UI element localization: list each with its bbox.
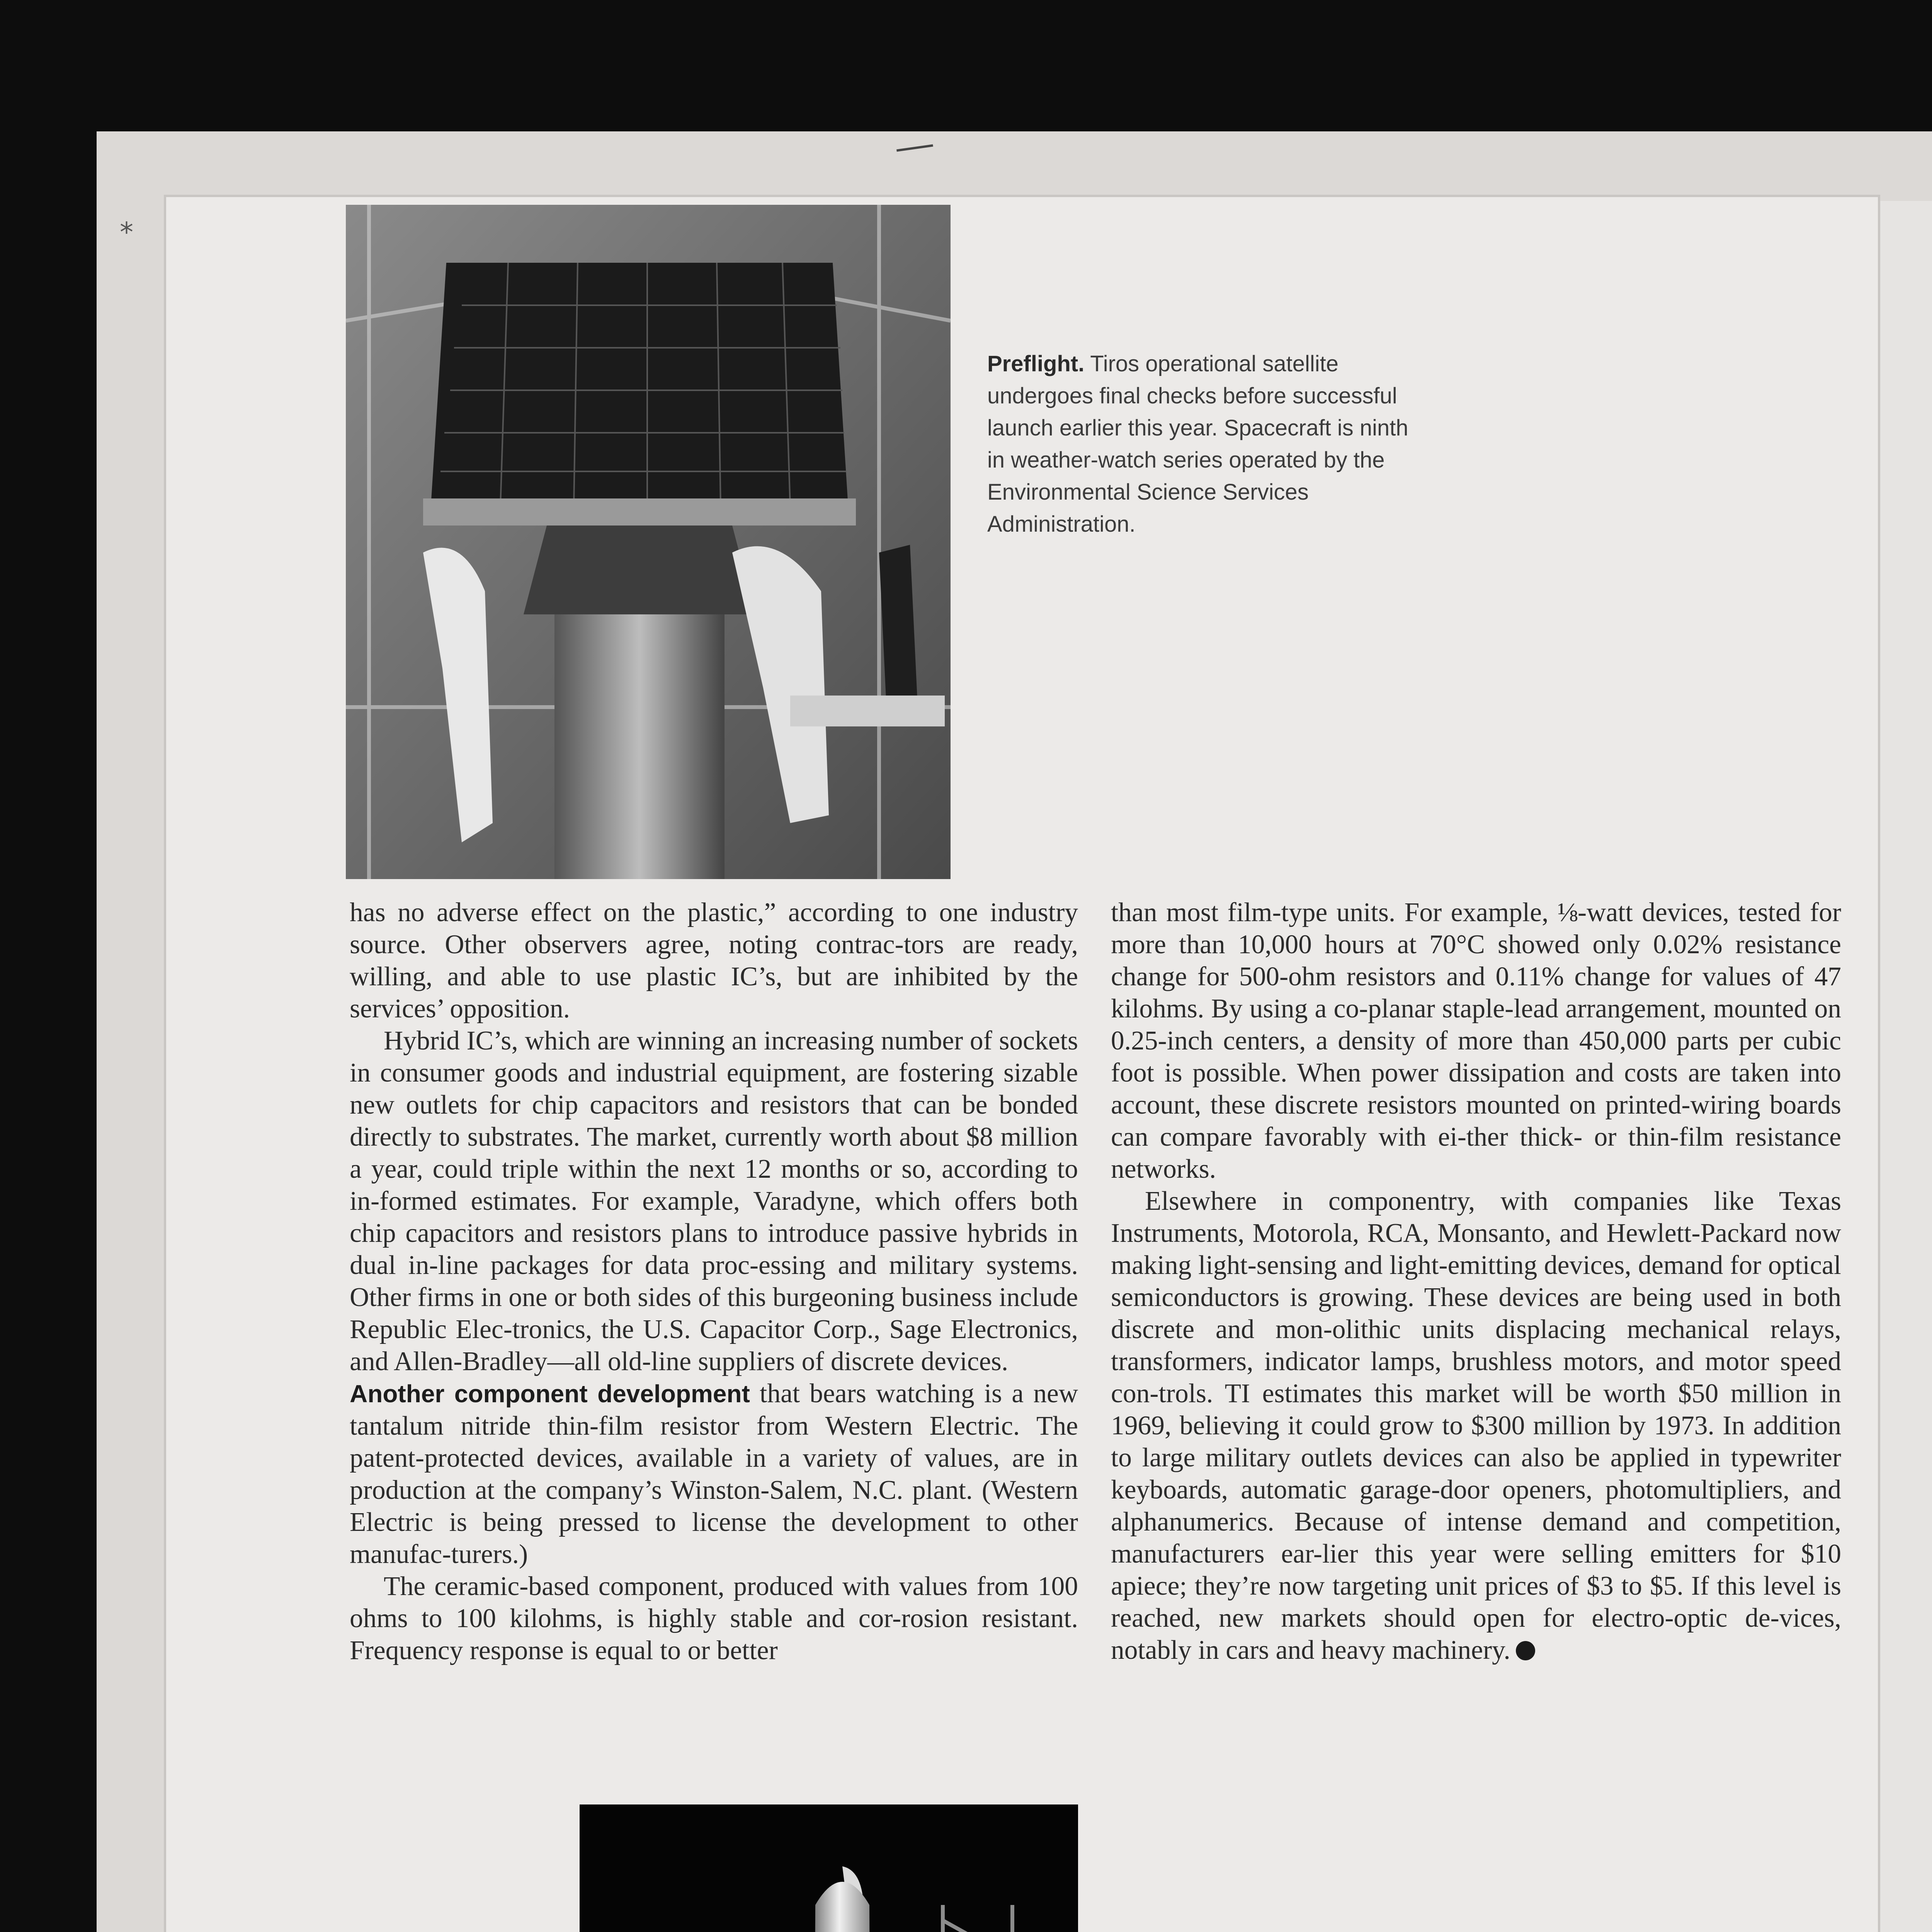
satellite-preflight-photo xyxy=(346,205,951,879)
paragraph-text: that bears watching is a new tantalum nitride thin-film resistor from Western Electric. The patent-protected devices, available in a variety of values, are in production at the company’s Winston-Salem, N.C. plant. (Western Electric is being pressed to license the development to other manufac-turers.) xyxy=(350,1379,1078,1569)
paragraph: than most film-type units. For example, ⅛-watt devices, tested for more than 10,000 hours at 70°C showed only 0.02% resistance change for 500-ohm resistors and 0.11% change for values of 47 kilohms. By using a co-planar staple-lead arrangement, mounted on 0.25-inch centers, a density of more than 450,000 parts per cubic foot is possible. When power dissipation and costs are taken into account, these discrete resistors mounted on printed-wiring boards can compare favorably with ei-ther thick- or thin-film resistance networks. xyxy=(1111,898,1841,1184)
caption-lead: Preflight. xyxy=(987,351,1085,376)
article-column-right xyxy=(1111,896,1841,1666)
run-in-heading: Another component development xyxy=(350,1380,750,1408)
film-star-mark: * xyxy=(120,216,133,248)
paragraph: has no adverse effect on the plastic,” according to one industry source. Other observers agree, noting contrac-tors are ready, willing, and able to use plastic IC’s, but are inhibited by the services’ opposition. xyxy=(350,898,1078,1024)
adjacent-page-edge xyxy=(1878,201,1932,1932)
end-of-article-bullet-icon xyxy=(1516,1641,1535,1660)
preflight-caption xyxy=(987,348,1412,540)
paragraph xyxy=(1111,1185,1841,1666)
rocket-launch-photo xyxy=(580,1804,1078,1932)
caption-text: Tiros operational satellite undergoes final checks before successful launch earlier this year. Spacecraft is ninth in weather-watch series operated by the Environmental Science Services Administration. xyxy=(987,351,1408,537)
article-column-left xyxy=(350,896,1078,1667)
paragraph: Hybrid IC’s, which are winning an increasing number of sockets in consumer goods and industrial equipment, are fostering sizable new outlets for chip capacitors and resistors that can be bonded directly to substrates. The market, currently worth about $8 million a year, could triple within the next 12 months or so, according to in-formed estimates. For example, Varadyne, which offers both chip capacitors and resistors plans to introduce passive hybrids in dual in-line packages for data proc-essing and military systems. Other firms in one or both sides of this burgeoning business include Republic Elec-tronics, the U.S. Capacitor Corp., Sage Electronics, and Allen-Bradley—all old-line suppliers of discrete devices. xyxy=(350,1026,1078,1376)
paragraph xyxy=(350,1378,1078,1570)
paragraph: The ceramic-based component, produced with values from 100 ohms to 100 kilohms, is highly stable and cor-rosion resistant. Frequency response is equal to or better xyxy=(350,1571,1078,1665)
paragraph-text: Elsewhere in componentry, with companies like Texas Instruments, Motorola, RCA, Monsanto, and Hewlett-Packard now making light-sensing and light-emitting devices, demand for optical semiconductors is growing. These devices are being used in both discrete and mon-olithic units displacing mechanical relays, transformers, indicator lamps, brushless motors, and motor speed con-trols. TI estimates this market will be worth $50 million in 1969, believing it could grow to $300 million by 1973. In addition to large military outlets devices can also be applied in typewriter keyboards, automatic garage-door openers, photomultipliers, and alphanumerics. Because of intense demand and competition, manufacturers ear-lier this year were selling emitters for $10 apiece; they’re now targeting unit prices of $3 to $5. If this level is reached, new markets should open for electro-optic de-vices, notably in cars and heavy machinery. xyxy=(1111,1186,1841,1665)
